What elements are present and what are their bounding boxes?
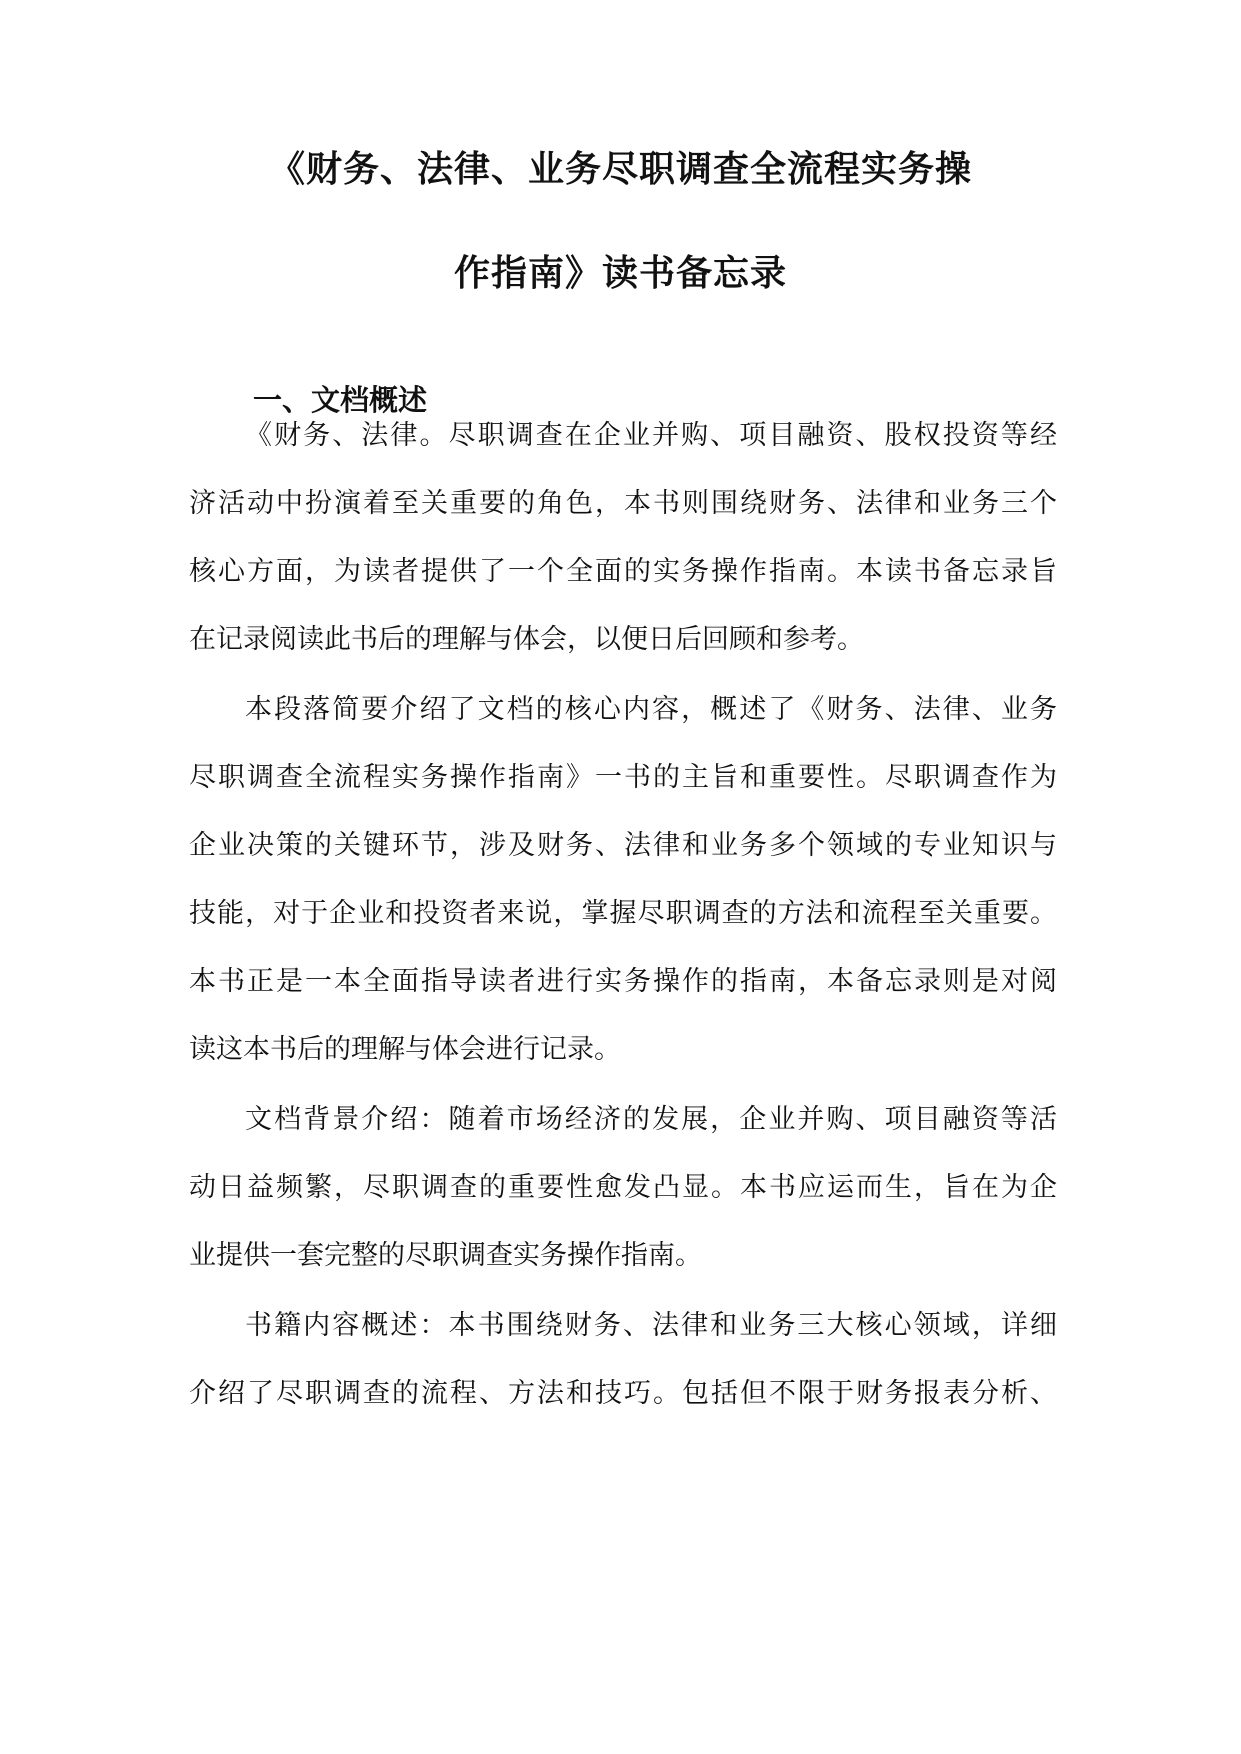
paragraph-3-line-1: 文档背景介绍：随着市场经济的发展，企业并购、项目融资等活	[245, 1104, 1057, 1135]
paragraph-4-line-2: 介绍了尽职调查的流程、方法和技巧。包括但不限于财务报表分析、	[189, 1378, 1057, 1409]
section-heading-overview: 一、文档概述	[253, 383, 428, 417]
paragraph-1-line-3: 核心方面，为读者提供了一个全面的实务操作指南。本读书备忘录旨	[189, 556, 1057, 587]
paragraph-2-line-4: 技能，对于企业和投资者来说，掌握尽职调查的方法和流程至关重要。	[189, 898, 1057, 929]
paragraph-1-line-2: 济活动中扮演着至关重要的角色，本书则围绕财务、法律和业务三个	[189, 488, 1057, 519]
paragraph-1-line-1: 《财务、法律。尽职调查在企业并购、项目融资、股权投资等经	[245, 420, 1057, 451]
document-title-line-2: 作指南》读书备忘录	[453, 253, 787, 294]
paragraph-2-line-5: 本书正是一本全面指导读者进行实务操作的指南，本备忘录则是对阅	[189, 966, 1057, 997]
paragraph-4-line-1: 书籍内容概述：本书围绕财务、法律和业务三大核心领域，详细	[245, 1310, 1057, 1341]
document-title-line-1: 《财务、法律、业务尽职调查全流程实务操	[268, 149, 972, 190]
paragraph-2-line-1: 本段落简要介绍了文档的核心内容，概述了《财务、法律、业务	[245, 694, 1057, 725]
paragraph-2-line-6: 读这本书后的理解与体会进行记录。	[189, 1034, 621, 1065]
paragraph-2-line-2: 尽职调查全流程实务操作指南》一书的主旨和重要性。尽职调查作为	[189, 762, 1057, 793]
paragraph-1-line-4: 在记录阅读此书后的理解与体会，以便日后回顾和参考。	[189, 624, 864, 655]
paragraph-2-line-3: 企业决策的关键环节，涉及财务、法律和业务多个领域的专业知识与	[189, 830, 1057, 861]
paragraph-3-line-3: 业提供一套完整的尽职调查实务操作指南。	[189, 1240, 702, 1271]
paragraph-3-line-2: 动日益频繁，尽职调查的重要性愈发凸显。本书应运而生，旨在为企	[189, 1172, 1057, 1203]
